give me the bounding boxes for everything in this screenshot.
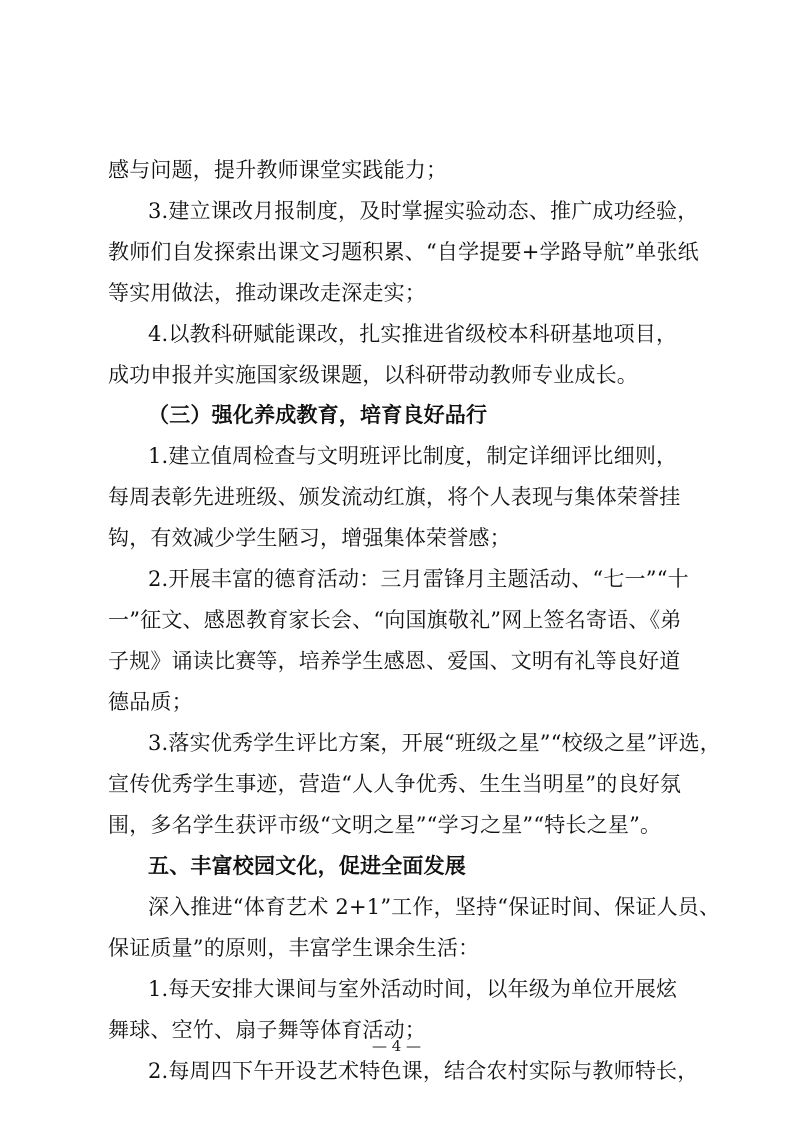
text-line: 2.每周四下午开设艺术特色课，结合农村实际与教师特长， — [148, 1059, 699, 1083]
text-line: 4.以教科研赋能课改，扎实推进省级校本科研基地项目， — [148, 322, 678, 346]
section-heading: 五、丰富校园文化，促进全面发展 — [148, 853, 466, 878]
text-line: 钩，有效减少学生陋习，增强集体荣誉感； — [108, 526, 511, 550]
text-line: 子规》诵读比赛等，培养学生感恩、爱国、文明有礼等良好道 — [108, 649, 681, 673]
text-line: 成功申报并实施国家级课题，以科研带动教师专业成长。 — [108, 363, 638, 387]
page-number: — 4 — — [371, 1037, 422, 1055]
text-line: 宣传优秀学生事迹，营造“人人争优秀、生生当明星”的良好氛 — [108, 772, 682, 796]
section-heading: （三）强化养成教育，培育良好品行 — [148, 402, 488, 427]
text-line: 等实用做法，推动课改走深走实； — [108, 281, 426, 305]
text-line: 保证质量”的原则，丰富学生课余生活： — [108, 936, 480, 960]
text-line: 1.每天安排大课间与室外活动时间，以年级为单位开展炫 — [148, 977, 678, 1001]
text-line: 一”征文、感恩教育家长会、“向国旗敬礼”网上签名寄语、《弟 — [108, 608, 682, 632]
text-line: 教师们自发探索出课文习题积累、“自学提要+学路导航”单张纸 — [108, 240, 699, 264]
text-line: 围，多名学生获评市级“文明之星”“学习之星”“特长之星”。 — [108, 813, 662, 837]
text-line: 深入推进“体育艺术 2+1”工作，坚持“保证时间、保证人员、 — [148, 895, 721, 919]
text-line: 感与问题，提升教师课堂实践能力； — [108, 158, 448, 182]
text-line: 3.落实优秀学生评比方案，开展“班级之星”“校级之星”评选， — [148, 731, 721, 755]
text-line: 3.建立课改月报制度，及时掌握实验动态、推广成功经验， — [148, 199, 699, 223]
text-line: 2.开展丰富的德育活动：三月雷锋月主题活动、“七一”“十 — [148, 567, 689, 591]
text-line: 每周表彰先进班级、颁发流动红旗，将个人表现与集体荣誉挂 — [108, 485, 681, 509]
text-line: 1.建立值周检查与文明班评比制度，制定详细评比细则， — [148, 444, 678, 468]
text-line: 舞球、空竹、扇子舞等体育活动； — [108, 1018, 426, 1042]
text-line: 德品质； — [108, 690, 193, 714]
